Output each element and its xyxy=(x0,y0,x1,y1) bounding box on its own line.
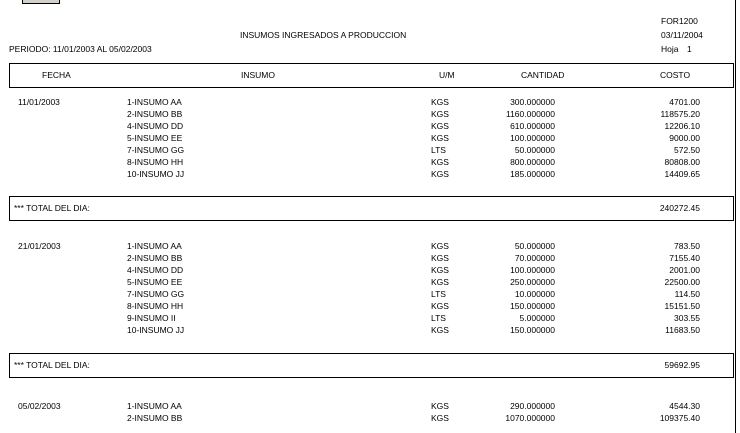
row-cost: 118575.20 xyxy=(660,109,700,120)
row-unit: KGS xyxy=(431,121,449,132)
row-quantity: 800.000000 xyxy=(510,157,555,168)
row-cost: 22500.00 xyxy=(664,277,700,288)
day-total-value: 59692.95 xyxy=(664,360,700,370)
row-date: 05/02/2003 xyxy=(18,401,61,411)
row-unit: KGS xyxy=(431,325,449,336)
day-total-label: *** TOTAL DEL DIA: xyxy=(14,203,90,213)
row-cost: 783.50 xyxy=(674,241,700,251)
row-item: 2-INSUMO BB xyxy=(127,109,183,120)
row-quantity: 70.000000 xyxy=(514,253,555,264)
column-header-unit: U/M xyxy=(439,70,455,80)
row-unit: KGS xyxy=(431,157,449,168)
day-total-label: *** TOTAL DEL DIA: xyxy=(14,360,90,370)
row-quantity: 610.000000 xyxy=(510,121,555,132)
row-unit: LTS xyxy=(431,289,446,300)
row-unit: KGS xyxy=(431,97,449,107)
row-item: 8-INSUMO HH xyxy=(127,157,184,168)
row-unit: KGS xyxy=(431,301,449,312)
row-cost: 15151.50 xyxy=(664,301,700,312)
row-quantity: 50.000000 xyxy=(514,241,555,251)
row-quantity: 10.000000 xyxy=(514,289,555,300)
row-cost: 572.50 xyxy=(674,145,700,156)
report-date: 03/11/2004 xyxy=(661,30,703,40)
row-unit: LTS xyxy=(431,313,446,324)
row-cost: 12206.10 xyxy=(664,121,700,132)
row-cost: 2001.00 xyxy=(669,265,700,276)
day-total-value: 240272.45 xyxy=(659,203,700,213)
row-quantity: 100.000000 xyxy=(510,265,555,276)
row-quantity: 1160.000000 xyxy=(505,109,555,120)
row-unit: KGS xyxy=(431,277,449,288)
table-row xyxy=(0,169,736,181)
column-header-date: FECHA xyxy=(42,70,71,80)
row-item: 9-INSUMO II xyxy=(127,313,176,324)
row-cost: 109375.40 xyxy=(659,413,700,424)
row-item: 4-INSUMO DD xyxy=(127,121,184,132)
row-item: 7-INSUMO GG xyxy=(127,145,185,156)
row-quantity: 100.000000 xyxy=(510,133,555,144)
row-item: 2-INSUMO BB xyxy=(127,413,183,424)
row-quantity: 185.000000 xyxy=(510,169,555,180)
table-row xyxy=(0,313,736,325)
report-title: INSUMOS INGRESADOS A PRODUCCION xyxy=(240,30,407,40)
table-row xyxy=(0,121,736,133)
row-quantity: 150.000000 xyxy=(510,301,555,312)
row-cost: 4544.30 xyxy=(669,401,700,411)
row-cost: 80808.00 xyxy=(664,157,700,168)
row-quantity: 300.000000 xyxy=(510,97,555,107)
row-date: 11/01/2003 xyxy=(18,97,60,107)
row-item: 10-INSUMO JJ xyxy=(127,325,185,336)
row-cost: 114.50 xyxy=(674,289,700,300)
table-row xyxy=(0,241,736,253)
table-row xyxy=(0,277,736,289)
row-cost: 14409.65 xyxy=(664,169,700,180)
table-row xyxy=(0,133,736,145)
table-row xyxy=(0,413,736,425)
row-date: 21/01/2003 xyxy=(18,241,61,251)
row-quantity: 5.000000 xyxy=(519,313,555,324)
row-unit: KGS xyxy=(431,265,449,276)
table-row xyxy=(0,325,736,337)
row-unit: LTS xyxy=(431,145,446,156)
column-header-item: INSUMO xyxy=(241,70,275,80)
row-item: 8-INSUMO HH xyxy=(127,301,184,312)
column-header-box xyxy=(9,63,734,88)
row-cost: 7155.40 xyxy=(669,253,700,264)
report-period: PERIODO: 11/01/2003 AL 05/02/2003 xyxy=(9,44,152,54)
table-row xyxy=(0,253,736,265)
row-item: 7-INSUMO GG xyxy=(127,289,185,300)
row-cost: 303.55 xyxy=(674,313,700,324)
row-unit: KGS xyxy=(431,413,449,424)
day-total-box xyxy=(9,196,734,221)
row-item: 10-INSUMO JJ xyxy=(127,169,185,180)
row-item: 1-INSUMO AA xyxy=(127,241,182,251)
table-row xyxy=(0,265,736,277)
row-item: 2-INSUMO BB xyxy=(127,253,183,264)
row-unit: KGS xyxy=(431,241,449,251)
row-item: 1-INSUMO AA xyxy=(127,97,182,107)
row-quantity: 290.000000 xyxy=(510,401,555,411)
page-label: Hoja xyxy=(661,44,679,54)
row-unit: KGS xyxy=(431,133,449,144)
row-quantity: 50.000000 xyxy=(514,145,555,156)
row-unit: KGS xyxy=(431,109,449,120)
table-row xyxy=(0,109,736,121)
row-cost: 9000.00 xyxy=(669,133,700,144)
table-row xyxy=(0,97,736,109)
row-unit: KGS xyxy=(431,401,449,411)
row-item: 4-INSUMO DD xyxy=(127,265,184,276)
row-item: 5-INSUMO EE xyxy=(127,133,183,144)
column-header-quantity: CANTIDAD xyxy=(521,70,565,80)
table-row xyxy=(0,289,736,301)
report-code: FOR1200 xyxy=(661,16,698,26)
day-total-box xyxy=(9,353,734,378)
row-quantity: 250.000000 xyxy=(510,277,555,288)
table-row xyxy=(0,145,736,157)
row-item: 1-INSUMO AA xyxy=(127,401,182,411)
row-quantity: 150.000000 xyxy=(510,325,555,336)
table-row xyxy=(0,301,736,313)
row-cost: 11683.50 xyxy=(665,325,700,336)
table-row xyxy=(0,157,736,169)
row-unit: KGS xyxy=(431,169,449,180)
row-cost: 4701.00 xyxy=(669,97,700,107)
row-quantity: 1070.000000 xyxy=(505,413,555,424)
table-row xyxy=(0,401,736,413)
column-header-cost: COSTO xyxy=(660,70,691,80)
row-unit: KGS xyxy=(431,253,449,264)
page-number: 1 xyxy=(687,44,692,54)
row-item: 5-INSUMO EE xyxy=(127,277,183,288)
